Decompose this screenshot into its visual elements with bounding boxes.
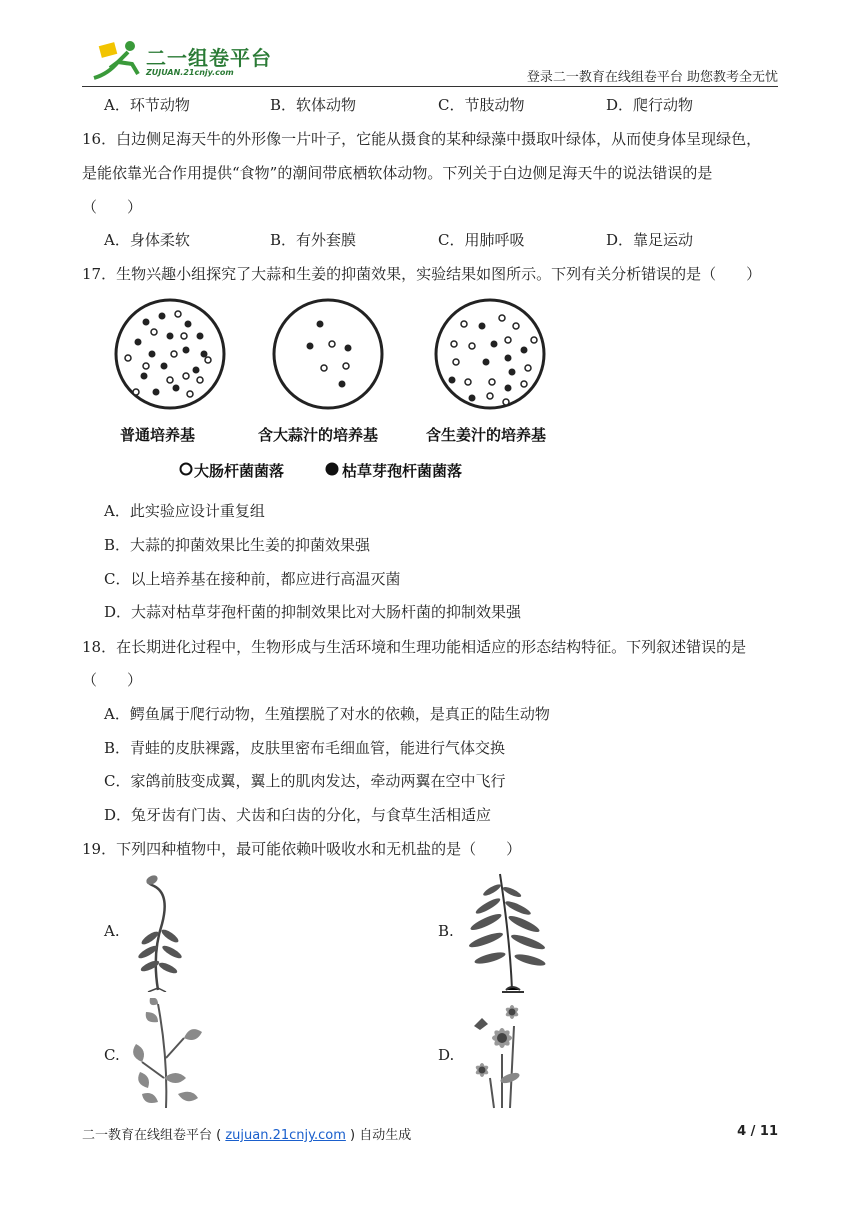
q15-option-d: D．爬行动物 bbox=[606, 96, 694, 114]
q16-stem-line2: 是能依靠光合作用提供“食物”的潮间带底栖软体动物。下列关于白边侧足海天牛的说法错误的是 bbox=[82, 164, 713, 182]
q18-answer-blank: （ ） bbox=[82, 671, 143, 689]
plate-label-normal: 普通培养基 bbox=[120, 426, 196, 444]
plate-label-garlic: 含大蒜汁的培养基 bbox=[258, 426, 379, 444]
legend-open-circle-icon bbox=[181, 464, 192, 475]
runner-logo-icon bbox=[88, 38, 144, 84]
q17-stem: 17．生物兴趣小组探究了大蒜和生姜的抑菌效果，实验结果如图所示。下列有关分析错误的是（ ） bbox=[82, 265, 762, 283]
logo-url: ZUJUAN.21cnjy.com bbox=[146, 68, 234, 77]
header-slogan: 登录二一教育在线组卷平台 助您教考全无忧 bbox=[526, 70, 778, 85]
q19-option-a: A. bbox=[104, 922, 120, 940]
q17-option-a: A．此实验应设计重复组 bbox=[104, 502, 265, 520]
q18-option-a: A．鳄鱼属于爬行动物，生殖摆脱了对水的依赖，是真正的陆生动物 bbox=[104, 705, 550, 723]
q17-option-b: B．大蒜的抑菌效果比生姜的抑菌效果强 bbox=[104, 536, 371, 554]
q16-option-a: A．身体柔软 bbox=[104, 231, 190, 249]
plate-normal bbox=[116, 300, 224, 408]
sunflower-plant-icon bbox=[466, 998, 538, 1110]
q19-stem: 19．下列四种植物中，最可能依赖叶吸收水和无机盐的是（ ） bbox=[82, 840, 522, 858]
plate-label-ginger: 含生姜汁的培养基 bbox=[426, 426, 547, 444]
logo-name: 二一组卷平台 bbox=[146, 46, 272, 70]
q18-stem-line1: 18．在长期进化过程中，生物形成与生活环境和生理功能相适应的形态结构特征。下列叙述错误的是 bbox=[82, 638, 747, 656]
q17-option-d: D．大蒜对枯草芽孢杆菌的抑制效果比对大肠杆菌的抑制效果强 bbox=[104, 603, 522, 621]
footer-prefix: 二一教育在线组卷平台 ( bbox=[82, 1128, 226, 1143]
legend-filled-circle-icon bbox=[326, 463, 339, 476]
petri-dish-figure bbox=[100, 296, 580, 496]
footer-link[interactable]: zujuan.21cnjy.com bbox=[225, 1128, 346, 1143]
fern-plant-icon bbox=[466, 870, 558, 994]
q16-stem-line1: 16．白边侧足海天牛的外形像一片叶子，它能从摄食的某种绿藻中摄取叶绿体，从而使身体呈现绿色， bbox=[82, 130, 762, 148]
q16-option-b: B．有外套膜 bbox=[270, 231, 357, 249]
header-divider bbox=[82, 86, 778, 87]
q15-option-a: A．环节动物 bbox=[104, 96, 190, 114]
q19-option-b: B. bbox=[438, 922, 454, 940]
q19-option-d: D. bbox=[438, 1046, 455, 1064]
q16-answer-blank: （ ） bbox=[82, 198, 143, 216]
platform-logo bbox=[88, 38, 278, 84]
q18-option-b: B．青蛙的皮肤裸露，皮肤里密布毛细血管，能进行气体交换 bbox=[104, 739, 506, 757]
legend-label-ecoli: 大肠杆菌菌落 bbox=[194, 462, 285, 480]
q15-option-c: C．节肢动物 bbox=[438, 96, 525, 114]
q15-option-b: B．软体动物 bbox=[270, 96, 357, 114]
page-number: 4 / 11 bbox=[737, 1124, 778, 1139]
q19-option-c: C. bbox=[104, 1046, 120, 1064]
q16-option-d: D．靠足运动 bbox=[606, 231, 694, 249]
plate-garlic bbox=[274, 300, 382, 408]
legend-label-bacillus: 枯草芽孢杆菌菌落 bbox=[342, 462, 463, 480]
q16-option-c: C．用肺呼吸 bbox=[438, 231, 525, 249]
plate-ginger bbox=[436, 300, 544, 408]
q17-option-c: C．以上培养基在接种前，都应进行高温灭菌 bbox=[104, 570, 401, 588]
ginkgo-plant-icon bbox=[128, 998, 208, 1110]
q18-option-c: C．家鸽前肢变成翼，翼上的肌肉发达，牵动两翼在空中飞行 bbox=[104, 772, 506, 790]
sunflower-head-large bbox=[492, 1028, 512, 1048]
q18-option-d: D．兔牙齿有门齿、犬齿和臼齿的分化，与食草生活相适应 bbox=[104, 806, 492, 824]
footer-suffix: ) 自动生成 bbox=[345, 1128, 412, 1143]
footer-source bbox=[82, 1124, 411, 1143]
moss-plant-icon bbox=[130, 874, 190, 992]
